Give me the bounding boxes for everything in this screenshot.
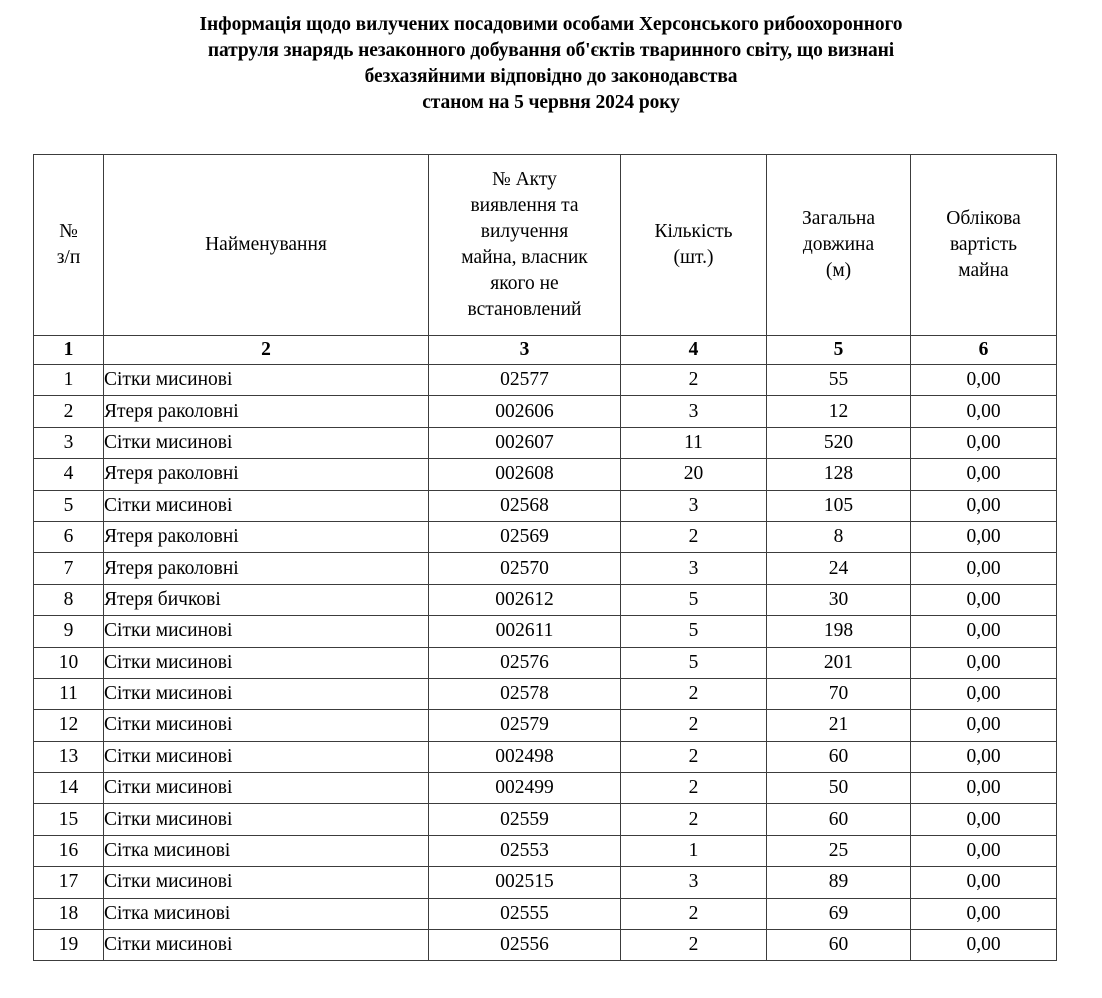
cell-total-length: 201 <box>767 647 911 678</box>
cell-act-number: 002611 <box>429 616 621 647</box>
cell-total-length: 30 <box>767 584 911 615</box>
cell-quantity: 2 <box>621 678 767 709</box>
column-header-name <box>104 155 429 336</box>
column-header-name-label: Найменування <box>205 234 327 255</box>
table-row <box>34 427 1057 458</box>
cell-book-value: 0,00 <box>911 741 1057 772</box>
cell-book-value: 0,00 <box>911 930 1057 961</box>
cell-item-name: Ятеря раколовні <box>104 459 429 490</box>
cell-row-number: 5 <box>34 490 104 521</box>
cell-quantity: 2 <box>621 804 767 835</box>
table-row <box>34 835 1057 866</box>
document-title <box>90 12 1012 116</box>
cell-quantity: 11 <box>621 427 767 458</box>
cell-act-number: 02553 <box>429 835 621 866</box>
cell-quantity: 1 <box>621 835 767 866</box>
column-header-quantity-line-2: (шт.) <box>673 247 714 268</box>
cell-quantity: 2 <box>621 365 767 396</box>
cell-item-name: Сітки мисинові <box>104 647 429 678</box>
seized-gear-table <box>33 154 1057 961</box>
cell-book-value: 0,00 <box>911 710 1057 741</box>
cell-quantity: 5 <box>621 616 767 647</box>
cell-row-number: 8 <box>34 584 104 615</box>
column-header-act-number-line-2: виявлення та <box>470 195 579 216</box>
column-header-act-number-line-4: майна, власник <box>461 247 588 268</box>
cell-quantity: 2 <box>621 741 767 772</box>
column-header-row-number <box>34 155 104 336</box>
cell-quantity: 3 <box>621 396 767 427</box>
cell-item-name: Сітки мисинові <box>104 741 429 772</box>
cell-total-length: 60 <box>767 930 911 961</box>
cell-quantity: 20 <box>621 459 767 490</box>
column-header-row-number-line-1: № <box>59 221 78 242</box>
cell-book-value: 0,00 <box>911 835 1057 866</box>
cell-total-length: 50 <box>767 773 911 804</box>
cell-quantity: 3 <box>621 553 767 584</box>
cell-quantity: 2 <box>621 521 767 552</box>
cell-act-number: 02555 <box>429 898 621 929</box>
cell-item-name: Сітки мисинові <box>104 773 429 804</box>
table-row <box>34 710 1057 741</box>
cell-book-value: 0,00 <box>911 647 1057 678</box>
table-row <box>34 553 1057 584</box>
cell-total-length: 25 <box>767 835 911 866</box>
table-body <box>34 365 1057 961</box>
cell-book-value: 0,00 <box>911 898 1057 929</box>
cell-item-name: Ятеря раколовні <box>104 396 429 427</box>
cell-item-name: Сітки мисинові <box>104 804 429 835</box>
cell-item-name: Сітки мисинові <box>104 678 429 709</box>
table-row <box>34 741 1057 772</box>
cell-book-value: 0,00 <box>911 773 1057 804</box>
column-header-total-length-line-3: (м) <box>825 260 852 281</box>
column-number-row <box>34 336 1057 365</box>
cell-item-name: Ятеря раколовні <box>104 553 429 584</box>
cell-book-value: 0,00 <box>911 553 1057 584</box>
cell-act-number: 02556 <box>429 930 621 961</box>
cell-total-length: 69 <box>767 898 911 929</box>
table-row <box>34 867 1057 898</box>
column-header-book-value-line-1: Облікова <box>946 208 1021 229</box>
cell-total-length: 128 <box>767 459 911 490</box>
cell-total-length: 60 <box>767 741 911 772</box>
cell-total-length: 89 <box>767 867 911 898</box>
cell-book-value: 0,00 <box>911 678 1057 709</box>
cell-row-number: 7 <box>34 553 104 584</box>
table-row <box>34 616 1057 647</box>
column-header-total-length-line-2: довжина <box>802 234 875 255</box>
cell-row-number: 9 <box>34 616 104 647</box>
cell-act-number: 02568 <box>429 490 621 521</box>
cell-quantity: 5 <box>621 647 767 678</box>
cell-row-number: 2 <box>34 396 104 427</box>
column-number-3: 3 <box>429 336 621 365</box>
seized-gear-table-wrapper <box>33 154 1056 961</box>
cell-act-number: 02569 <box>429 521 621 552</box>
cell-total-length: 8 <box>767 521 911 552</box>
document-title-line-1: Інформація щодо вилучених посадовими особами Херсонського рибоохоронного <box>199 14 903 35</box>
table-row <box>34 647 1057 678</box>
column-number-5: 5 <box>767 336 911 365</box>
cell-total-length: 21 <box>767 710 911 741</box>
cell-total-length: 105 <box>767 490 911 521</box>
table-row <box>34 773 1057 804</box>
cell-row-number: 3 <box>34 427 104 458</box>
table-row <box>34 804 1057 835</box>
column-number-1: 1 <box>34 336 104 365</box>
column-header-act-number-line-6: встановлений <box>467 299 582 320</box>
cell-total-length: 55 <box>767 365 911 396</box>
cell-total-length: 198 <box>767 616 911 647</box>
cell-item-name: Сітка мисинові <box>104 898 429 929</box>
document-title-line-3: безхазяйними відповідно до законодавства <box>364 66 738 87</box>
cell-book-value: 0,00 <box>911 459 1057 490</box>
cell-quantity: 3 <box>621 490 767 521</box>
cell-act-number: 002607 <box>429 427 621 458</box>
cell-book-value: 0,00 <box>911 616 1057 647</box>
table-row <box>34 365 1057 396</box>
cell-book-value: 0,00 <box>911 521 1057 552</box>
column-header-act-number-line-5: якого не <box>490 273 559 294</box>
cell-item-name: Сітки мисинові <box>104 867 429 898</box>
column-header-act-number-line-3: вилучення <box>480 221 569 242</box>
cell-book-value: 0,00 <box>911 396 1057 427</box>
cell-total-length: 12 <box>767 396 911 427</box>
cell-act-number: 002499 <box>429 773 621 804</box>
table-row <box>34 898 1057 929</box>
column-number-4: 4 <box>621 336 767 365</box>
cell-row-number: 12 <box>34 710 104 741</box>
cell-act-number: 02570 <box>429 553 621 584</box>
cell-item-name: Ятеря бичкові <box>104 584 429 615</box>
column-header-total-length-line-1: Загальна <box>802 208 875 229</box>
cell-item-name: Сітки мисинові <box>104 616 429 647</box>
cell-row-number: 18 <box>34 898 104 929</box>
column-header-quantity-line-1: Кількість <box>654 221 733 242</box>
cell-total-length: 520 <box>767 427 911 458</box>
cell-row-number: 13 <box>34 741 104 772</box>
cell-book-value: 0,00 <box>911 867 1057 898</box>
column-header-book-value-line-2: вартість <box>949 234 1018 255</box>
cell-item-name: Ятеря раколовні <box>104 521 429 552</box>
column-number-6: 6 <box>911 336 1057 365</box>
table-row <box>34 396 1057 427</box>
table-header-row <box>34 155 1057 336</box>
table-row <box>34 584 1057 615</box>
cell-row-number: 6 <box>34 521 104 552</box>
cell-total-length: 24 <box>767 553 911 584</box>
cell-row-number: 10 <box>34 647 104 678</box>
cell-row-number: 19 <box>34 930 104 961</box>
cell-act-number: 002515 <box>429 867 621 898</box>
column-header-total-length <box>767 155 911 336</box>
document-title-line-4: станом на 5 червня 2024 року <box>422 92 680 113</box>
column-header-book-value <box>911 155 1057 336</box>
cell-item-name: Сітки мисинові <box>104 365 429 396</box>
cell-item-name: Сітки мисинові <box>104 490 429 521</box>
cell-quantity: 2 <box>621 710 767 741</box>
cell-total-length: 60 <box>767 804 911 835</box>
cell-act-number: 002608 <box>429 459 621 490</box>
table-row <box>34 521 1057 552</box>
cell-row-number: 14 <box>34 773 104 804</box>
table-row <box>34 490 1057 521</box>
cell-quantity: 3 <box>621 867 767 898</box>
cell-act-number: 02579 <box>429 710 621 741</box>
cell-act-number: 002498 <box>429 741 621 772</box>
cell-act-number: 02559 <box>429 804 621 835</box>
cell-item-name: Сітки мисинові <box>104 710 429 741</box>
column-header-book-value-line-3: майна <box>958 260 1009 281</box>
column-header-row-number-line-2: з/п <box>56 247 81 268</box>
cell-row-number: 15 <box>34 804 104 835</box>
column-number-2: 2 <box>104 336 429 365</box>
cell-act-number: 002612 <box>429 584 621 615</box>
document-title-line-2: патруля знарядь незаконного добування об'єктів тваринного світу, що визнані <box>207 40 895 61</box>
cell-book-value: 0,00 <box>911 490 1057 521</box>
table-row <box>34 678 1057 709</box>
cell-quantity: 5 <box>621 584 767 615</box>
cell-book-value: 0,00 <box>911 584 1057 615</box>
cell-act-number: 02578 <box>429 678 621 709</box>
table-row <box>34 459 1057 490</box>
column-header-quantity <box>621 155 767 336</box>
cell-row-number: 4 <box>34 459 104 490</box>
cell-book-value: 0,00 <box>911 427 1057 458</box>
cell-total-length: 70 <box>767 678 911 709</box>
column-header-act-number <box>429 155 621 336</box>
cell-item-name: Сітки мисинові <box>104 427 429 458</box>
cell-quantity: 2 <box>621 898 767 929</box>
cell-item-name: Сітки мисинові <box>104 930 429 961</box>
cell-quantity: 2 <box>621 773 767 804</box>
cell-row-number: 17 <box>34 867 104 898</box>
column-header-act-number-line-1: № Акту <box>492 169 557 190</box>
cell-row-number: 11 <box>34 678 104 709</box>
cell-row-number: 16 <box>34 835 104 866</box>
cell-book-value: 0,00 <box>911 365 1057 396</box>
cell-act-number: 02576 <box>429 647 621 678</box>
cell-quantity: 2 <box>621 930 767 961</box>
cell-row-number: 1 <box>34 365 104 396</box>
cell-book-value: 0,00 <box>911 804 1057 835</box>
cell-item-name: Сітка мисинові <box>104 835 429 866</box>
table-row <box>34 930 1057 961</box>
cell-act-number: 02577 <box>429 365 621 396</box>
table-header <box>34 155 1057 365</box>
cell-act-number: 002606 <box>429 396 621 427</box>
